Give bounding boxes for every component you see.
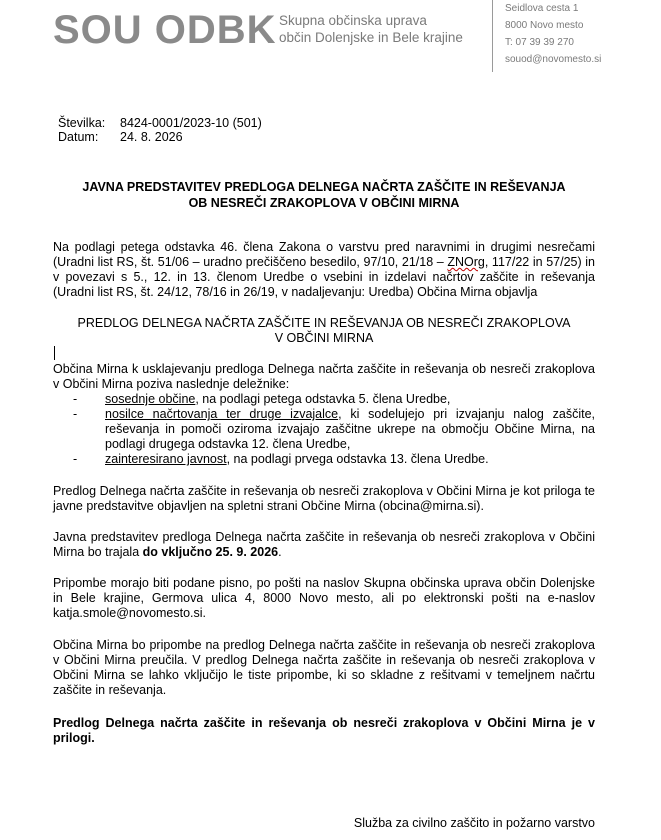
organization-logo: SOU ODBK <box>53 8 277 52</box>
organization-name-line2: občin Dolenjske in Bele krajine <box>279 30 463 45</box>
intro-text-after: , 117/22 in 57/25) in v povezavi s 5., 12. in 13. členom Uredbe o vsebini in izdelavi načrtov zaščite in reševanja (Uradni list RS, št. 24/12, 78/16 in 26/19, v nadaljevanju: Uredba) Občina Mirna objavlja <box>53 255 595 299</box>
attachment-paragraph: Predlog Delnega načrta zaščite in reševanja ob nesreči zrakoplova v Občini Mirna je kot priloga te javne predstavitve objavljen na spletni strani Občine Mirna (obcina@mirna.si). <box>53 484 595 513</box>
subtitle-line1: PREDLOG DELNEGA NAČRTA ZAŠČITE IN REŠEVANJA OB NESREČI ZRAKOPLOVA <box>77 316 571 330</box>
duration-paragraph <box>53 530 595 560</box>
contact-address: Seidlova cesta 1 <box>505 3 579 14</box>
list-item-term: zainteresirano javnost <box>105 452 227 466</box>
list-item-term: sosednje občine <box>105 392 196 406</box>
intro-znorg: ZNOrg <box>447 255 485 269</box>
review-paragraph: Občina Mirna bo pripombe na predlog Delnega načrta zaščite in reševanja ob nesreči zrakoplova v Občini Mirna preučila. V predlog Delnega načrta zaščite in reševanja ob nesreči zrakoplova v Občini Mirna se lahko vključijo le tiste pripombe, ki so skladne z rešitvami v temeljnem načrtu zaščite in reševanja. <box>53 638 595 697</box>
duration-text-after: . <box>278 545 282 559</box>
organization-name-line1: Skupna občinska uprava <box>279 13 427 28</box>
intro-paragraph <box>53 240 595 300</box>
list-item-text: , ki sodelujejo pri izvajanju nalog zaščite, reševanja in pomoči oziroma izvajajo zaščitne ukrepe na območju Občine Mirna, na podlagi drugega odstavka 12. člena Uredbe, <box>105 407 596 451</box>
contact-city: 8000 Novo mesto <box>505 20 584 31</box>
document-subtitle <box>53 316 595 346</box>
list-item-text: , na podlagi prvega odstavka 13. člena Uredbe. <box>226 452 489 466</box>
number-value: 8424-0001/2023-10 (501) <box>120 116 262 130</box>
contact-phone: T: 07 39 39 270 <box>505 37 574 48</box>
stakeholders-intro: Občina Mirna k usklajevanju predloga Delnega načrta zaščite in reševanja ob nesreči zrakoplova v Občini Mirna poziva naslednje deležnike: <box>53 362 595 391</box>
stakeholders-section <box>53 362 595 467</box>
list-dash: - <box>73 452 78 466</box>
stakeholders-list <box>53 392 595 467</box>
text-cursor <box>54 346 55 360</box>
intro-text-before: Na podlagi petega odstavka 46. člena Zakona o varstvu pred naravnimi in drugimi nesrečami (Uradni list RS, št. 51/06 – uradno prečiščeno besedilo, 97/10, 21/18 – <box>53 240 595 269</box>
list-item-text: , na podlagi petega odstavka 5. člena Uredbe, <box>195 392 451 406</box>
duration-text-before: Javna predstavitev predloga Delnega načrta zaščite in reševanja ob nesreči zrakoplova v Občini Mirna bo trajala <box>53 530 595 559</box>
list-item-term: nosilce načrtovanja ter druge izvajalce <box>105 407 339 421</box>
date-value: 24. 8. 2026 <box>120 130 183 144</box>
document-title <box>53 180 595 211</box>
list-dash: - <box>73 407 78 421</box>
number-label: Številka: <box>58 116 106 130</box>
list-item <box>53 452 595 467</box>
document-meta <box>58 116 262 144</box>
header-divider <box>492 0 493 72</box>
list-item <box>53 407 595 452</box>
organization-name <box>279 12 463 46</box>
comments-paragraph: Pripombe morajo biti podane pisno, po pošti na naslov Skupna občinska uprava občin Dolenjske in Bele krajine, Germova ulica 4, 8000 Novo mesto, ali po elektronski pošti na e-naslov katja.smole@novomesto.si. <box>53 576 595 620</box>
title-line1: JAVNA PREDSTAVITEV PREDLOGA DELNEGA NAČRTA ZAŠČITE IN REŠEVANJA <box>82 180 566 194</box>
duration-deadline: do vključno 25. 9. 2026 <box>142 545 279 559</box>
footer-signature: Služba za civilno zaščito in požarno varstvo <box>353 816 595 830</box>
subtitle-line2: V OBČINI MIRNA <box>274 331 374 345</box>
final-paragraph: Predlog Delnega načrta zaščite in reševanja ob nesreči zrakoplova v Občini Mirna je v prilogi. <box>53 716 595 745</box>
list-item <box>53 392 595 407</box>
contact-email: souod@novomesto.si <box>505 54 602 65</box>
date-label: Datum: <box>58 130 99 144</box>
list-dash: - <box>73 392 78 406</box>
title-line2: OB NESREČI ZRAKOPLOVA V OBČINI MIRNA <box>188 195 460 210</box>
contact-block <box>505 0 601 68</box>
